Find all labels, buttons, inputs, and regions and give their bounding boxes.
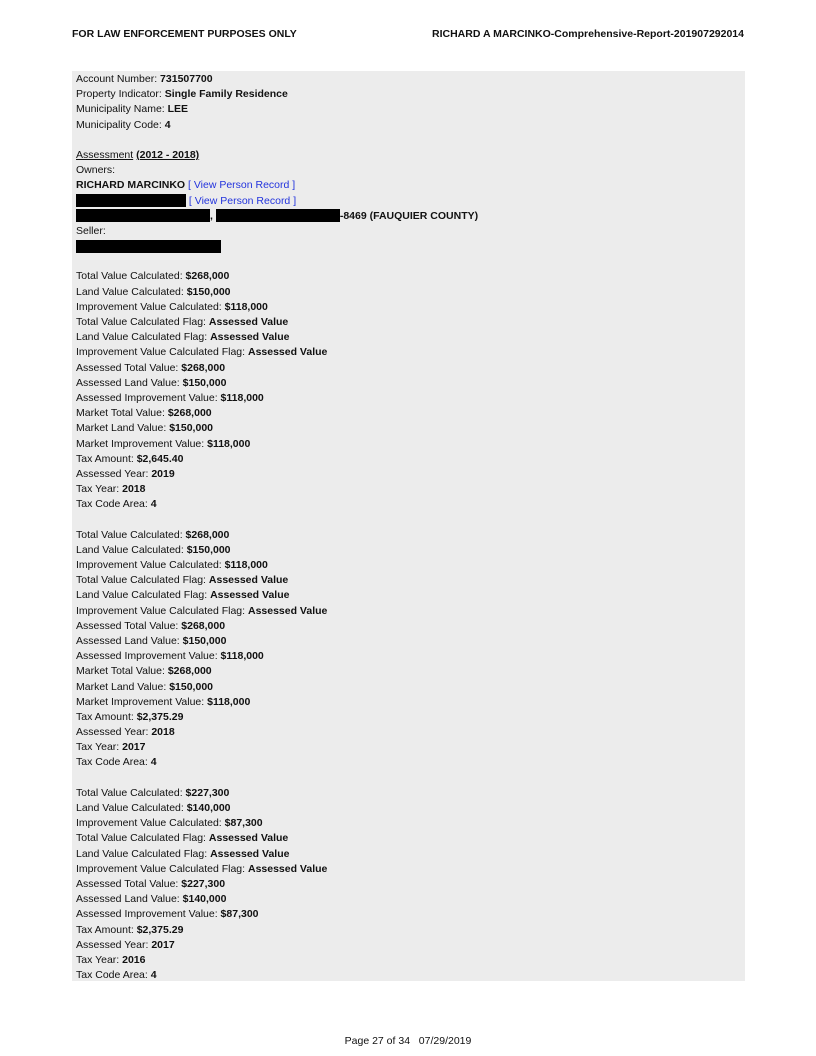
- assessed-land-value-line: [76, 892, 736, 907]
- improvement-value-calculated-flag-value: Assessed Value: [247, 604, 328, 617]
- tax-code-area-line: [76, 497, 736, 512]
- assessment-range: (2012 - 2018): [136, 148, 200, 161]
- total-value-calculated-flag-label: Total Value Calculated Flag:: [76, 832, 209, 845]
- tax-amount-label: Tax Amount:: [76, 452, 137, 465]
- assessed-land-value-line: [76, 634, 736, 649]
- assessed-year-line: [76, 725, 736, 740]
- total-value-calculated-value: $268,000: [185, 528, 230, 541]
- assessed-improvement-value-line: [76, 907, 736, 922]
- land-value-calculated-value: $150,000: [186, 543, 231, 556]
- assessed-year-value: 2018: [151, 726, 175, 739]
- total-value-calculated-flag-value: Assessed Value: [208, 316, 289, 328]
- property-indicator-label: Property Indicator:: [76, 88, 165, 101]
- assessed-total-value-line: [76, 877, 736, 892]
- assessed-land-value-line: [76, 376, 736, 391]
- assessed-improvement-value-value: $118,000: [220, 391, 264, 404]
- improvement-value-calculated-flag-label: Improvement Value Calculated Flag:: [76, 862, 248, 875]
- view-person-record-link-2[interactable]: [ View Person Record ]: [188, 194, 297, 207]
- market-improvement-value-line: [76, 695, 736, 710]
- assessed-total-value-value: $268,000: [181, 361, 226, 374]
- land-value-calculated-label: Land Value Calculated:: [76, 802, 187, 814]
- market-land-value-line: [76, 680, 736, 695]
- assessed-year-value: 2019: [151, 467, 175, 480]
- tax-amount-line: [76, 923, 736, 938]
- assessed-year-line: [76, 467, 736, 482]
- tax-code-area-line: [76, 755, 736, 770]
- improvement-value-calculated-value: $118,000: [224, 559, 268, 571]
- improvement-value-calculated-label: Improvement Value Calculated:: [76, 559, 225, 571]
- tax-code-area-value: 4: [150, 756, 157, 769]
- improvement-value-calculated-value: $118,000: [224, 300, 268, 313]
- total-value-calculated-label: Total Value Calculated:: [76, 528, 186, 541]
- assessment-heading-label: Assessment: [76, 148, 134, 161]
- assessed-total-value-label: Assessed Total Value:: [76, 619, 182, 632]
- tax-amount-value: $2,375.29: [136, 923, 184, 936]
- municipality-name-label: Municipality Name:: [76, 103, 168, 116]
- land-value-calculated-flag-value: Assessed Value: [210, 589, 290, 602]
- page-footer: [0, 1035, 816, 1047]
- assessed-land-value-value: $140,000: [182, 893, 227, 906]
- header-left: FOR LAW ENFORCEMENT PURPOSES ONLY: [72, 28, 297, 40]
- municipality-code-line: [76, 118, 736, 133]
- tax-code-area-line: [76, 968, 736, 983]
- market-total-value-label: Market Total Value:: [76, 665, 168, 678]
- land-value-calculated-value: $140,000: [186, 802, 231, 814]
- seller-label: Seller:: [76, 224, 106, 237]
- redacted-owner-line: [76, 194, 736, 209]
- assessed-year-label: Assessed Year:: [76, 938, 152, 951]
- improvement-value-calculated-flag-label: Improvement Value Calculated Flag:: [76, 604, 248, 617]
- tax-amount-label: Tax Amount:: [76, 923, 137, 936]
- land-value-calculated-flag-value: Assessed Value: [210, 847, 290, 860]
- assessed-land-value-label: Assessed Land Value:: [76, 376, 183, 389]
- land-value-calculated-flag-line: [76, 588, 736, 603]
- improvement-value-calculated-flag-value: Assessed Value: [247, 862, 328, 875]
- redacted-city: [216, 209, 340, 222]
- assessed-land-value-label: Assessed Land Value:: [76, 893, 183, 906]
- improvement-value-calculated-flag-line: [76, 862, 736, 877]
- total-value-calculated-flag-label: Total Value Calculated Flag:: [76, 574, 209, 587]
- assessed-land-value-value: $150,000: [182, 376, 227, 389]
- market-total-value-label: Market Total Value:: [76, 407, 168, 420]
- market-improvement-value-value: $118,000: [207, 695, 251, 708]
- seller-line: [76, 239, 736, 254]
- assessed-year-label: Assessed Year:: [76, 467, 152, 480]
- market-improvement-value-value: $118,000: [207, 437, 251, 450]
- account-number-line: [76, 72, 736, 87]
- land-value-calculated-flag-line: [76, 847, 736, 862]
- land-value-calculated-label: Land Value Calculated:: [76, 543, 187, 556]
- owner-address-line: [76, 209, 736, 224]
- market-land-value-value: $150,000: [169, 680, 213, 693]
- assessed-year-line: [76, 938, 736, 953]
- tax-year-line: [76, 482, 736, 497]
- municipality-name-value: LEE: [167, 103, 189, 116]
- header-right: RICHARD A MARCINKO-Comprehensive-Report-201907292014: [432, 28, 744, 40]
- total-value-calculated-label: Total Value Calculated:: [76, 786, 186, 799]
- assessment-records: [76, 269, 736, 983]
- assessed-improvement-value-label: Assessed Improvement Value:: [76, 908, 221, 921]
- improvement-value-calculated-flag-line: [76, 345, 736, 360]
- tax-amount-value: $2,375.29: [136, 710, 184, 723]
- assessed-land-value-label: Assessed Land Value:: [76, 634, 183, 647]
- total-value-calculated-value: $268,000: [185, 270, 230, 283]
- total-value-calculated-flag-line: [76, 573, 736, 588]
- total-value-calculated-label: Total Value Calculated:: [76, 270, 186, 283]
- property-indicator-line: [76, 87, 736, 102]
- market-total-value-line: [76, 406, 736, 421]
- owners-label: Owners:: [76, 164, 116, 177]
- tax-year-line: [76, 953, 736, 968]
- land-value-calculated-label: Land Value Calculated:: [76, 285, 187, 298]
- market-total-value-value: $268,000: [167, 665, 212, 678]
- owner-line: [76, 178, 736, 193]
- land-value-calculated-line: [76, 285, 736, 300]
- market-land-value-line: [76, 421, 736, 436]
- tax-code-area-label: Tax Code Area:: [76, 969, 151, 982]
- address-suffix: -8469 (FAUQUIER COUNTY): [339, 209, 479, 222]
- view-person-record-link[interactable]: [ View Person Record ]: [188, 179, 296, 192]
- footer-date: 07/29/2019: [418, 1035, 472, 1047]
- assessment-record: [76, 786, 736, 983]
- land-value-calculated-value: $150,000: [186, 285, 231, 298]
- property-section: [76, 72, 736, 983]
- assessed-improvement-value-value: $118,000: [220, 650, 264, 663]
- assessed-year-label: Assessed Year:: [76, 726, 152, 739]
- assessed-improvement-value-line: [76, 391, 736, 406]
- market-improvement-value-line: [76, 437, 736, 452]
- land-value-calculated-line: [76, 801, 736, 816]
- improvement-value-calculated-line: [76, 816, 736, 831]
- tax-code-area-value: 4: [150, 498, 157, 511]
- page-number: Page 27 of 34: [344, 1035, 411, 1047]
- assessed-total-value-label: Assessed Total Value:: [76, 877, 182, 890]
- tax-year-line: [76, 740, 736, 755]
- assessed-year-value: 2017: [151, 938, 175, 951]
- tax-amount-label: Tax Amount:: [76, 710, 137, 723]
- tax-year-value: 2018: [122, 483, 146, 496]
- assessed-improvement-value-line: [76, 649, 736, 664]
- assessed-improvement-value-value: $87,300: [220, 908, 259, 921]
- improvement-value-calculated-value: $87,300: [224, 817, 263, 830]
- land-value-calculated-flag-value: Assessed Value: [210, 331, 290, 344]
- total-value-calculated-flag-label: Total Value Calculated Flag:: [76, 316, 209, 328]
- assessed-improvement-value-label: Assessed Improvement Value:: [76, 391, 221, 404]
- total-value-calculated-flag-line: [76, 831, 736, 846]
- land-value-calculated-flag-label: Land Value Calculated Flag:: [76, 589, 211, 602]
- land-value-calculated-flag-label: Land Value Calculated Flag:: [76, 331, 211, 344]
- market-total-value-line: [76, 664, 736, 679]
- assessed-total-value-line: [76, 619, 736, 634]
- account-number-label: Account Number:: [76, 73, 161, 85]
- redacted-street: [76, 209, 210, 222]
- assessment-record: [76, 528, 736, 771]
- improvement-value-calculated-line: [76, 558, 736, 573]
- improvement-value-calculated-flag-line: [76, 604, 736, 619]
- tax-year-value: 2016: [122, 953, 146, 966]
- assessment-heading: [76, 148, 736, 163]
- tax-amount-line: [76, 452, 736, 467]
- property-indicator-value: Single Family Residence: [164, 88, 288, 101]
- tax-year-label: Tax Year:: [76, 953, 123, 966]
- tax-amount-value: $2,645.40: [136, 452, 184, 465]
- total-value-calculated-flag-value: Assessed Value: [208, 574, 289, 587]
- improvement-value-calculated-flag-value: Assessed Value: [247, 346, 328, 359]
- municipality-code-label: Municipality Code:: [76, 118, 165, 131]
- improvement-value-calculated-label: Improvement Value Calculated:: [76, 300, 225, 313]
- total-value-calculated-flag-line: [76, 315, 736, 330]
- owner-name: RICHARD MARCINKO: [76, 179, 186, 192]
- tax-code-area-value: 4: [150, 969, 157, 982]
- assessed-land-value-value: $150,000: [182, 634, 227, 647]
- land-value-calculated-flag-label: Land Value Calculated Flag:: [76, 847, 211, 860]
- total-value-calculated-line: [76, 786, 736, 801]
- improvement-value-calculated-line: [76, 300, 736, 315]
- assessment-record: [76, 269, 736, 512]
- market-land-value-value: $150,000: [169, 422, 213, 435]
- total-value-calculated-line: [76, 528, 736, 543]
- tax-year-label: Tax Year:: [76, 483, 123, 496]
- redacted-seller: [76, 240, 221, 253]
- municipality-code-value: 4: [164, 118, 171, 131]
- assessed-total-value-label: Assessed Total Value:: [76, 361, 182, 374]
- tax-amount-line: [76, 710, 736, 725]
- address-comma: ,: [210, 209, 213, 222]
- improvement-value-calculated-flag-label: Improvement Value Calculated Flag:: [76, 346, 248, 359]
- total-value-calculated-value: $227,300: [185, 786, 230, 799]
- market-land-value-label: Market Land Value:: [76, 680, 170, 693]
- land-value-calculated-line: [76, 543, 736, 558]
- market-total-value-value: $268,000: [167, 407, 212, 420]
- market-improvement-value-label: Market Improvement Value:: [76, 695, 208, 708]
- assessed-total-value-value: $268,000: [181, 619, 226, 632]
- redacted-owner-name: [76, 194, 186, 207]
- market-land-value-label: Market Land Value:: [76, 422, 170, 435]
- municipality-name-line: [76, 102, 736, 117]
- assessed-total-value-value: $227,300: [181, 877, 226, 890]
- total-value-calculated-line: [76, 269, 736, 284]
- account-number-value: 731507700: [160, 73, 213, 85]
- tax-year-label: Tax Year:: [76, 741, 123, 754]
- improvement-value-calculated-label: Improvement Value Calculated:: [76, 817, 225, 830]
- tax-year-value: 2017: [122, 741, 146, 754]
- land-value-calculated-flag-line: [76, 330, 736, 345]
- tax-code-area-label: Tax Code Area:: [76, 498, 151, 511]
- assessed-improvement-value-label: Assessed Improvement Value:: [76, 650, 221, 663]
- tax-code-area-label: Tax Code Area:: [76, 756, 151, 769]
- market-improvement-value-label: Market Improvement Value:: [76, 437, 208, 450]
- assessed-total-value-line: [76, 361, 736, 376]
- total-value-calculated-flag-value: Assessed Value: [208, 832, 289, 845]
